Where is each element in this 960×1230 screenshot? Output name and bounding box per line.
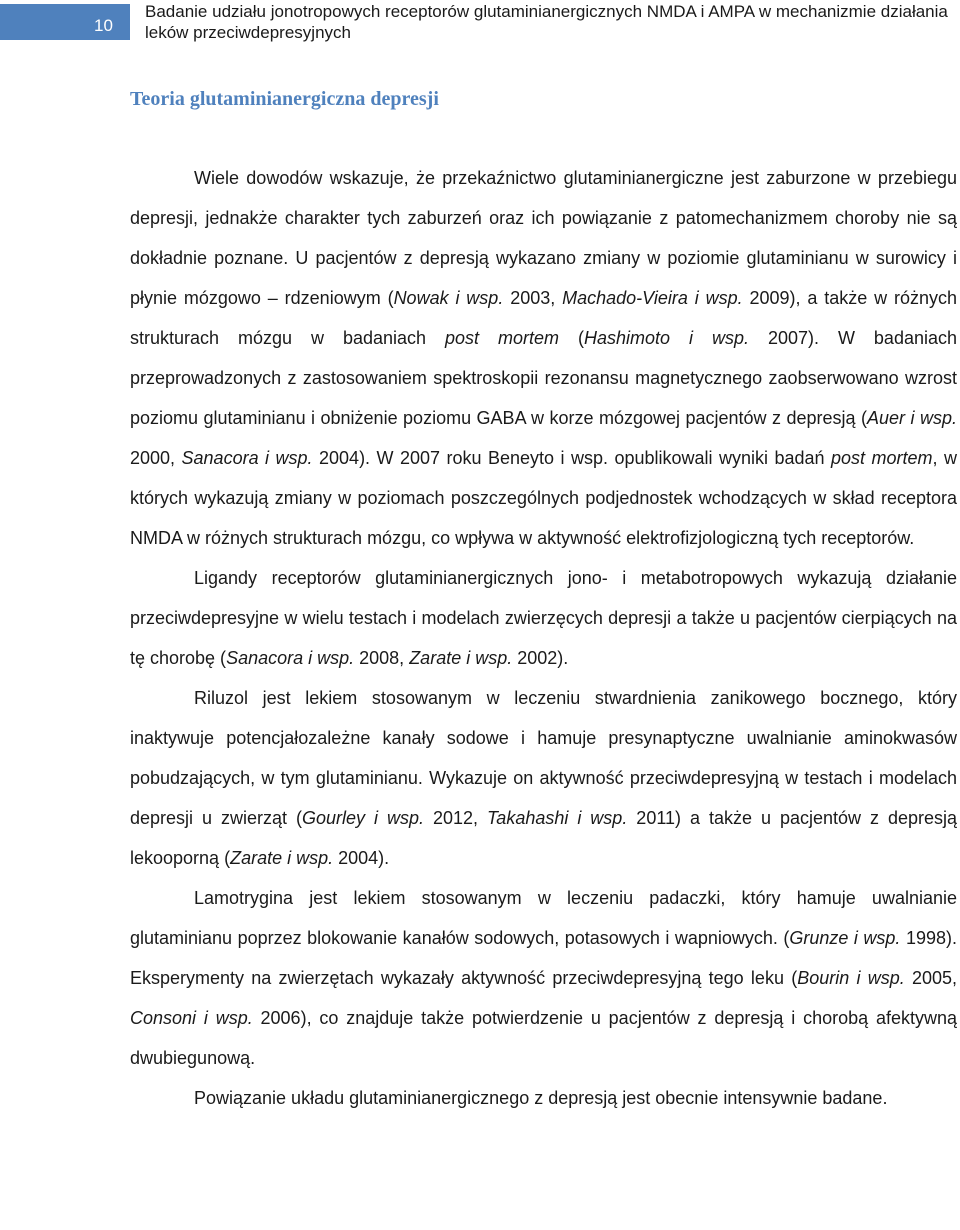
text-run: ( (559, 328, 584, 348)
text-run: 2003, (503, 288, 563, 308)
paragraph (130, 1078, 957, 1118)
section-title: Teoria glutaminianergiczna depresji (130, 88, 439, 110)
paragraph (130, 878, 957, 1078)
text-run: 2004). W 2007 roku Beneyto i wsp. opublikowali wyniki badań (312, 448, 832, 468)
running-header: Badanie udziału jonotropowych receptorów glutaminianergicznych NMDA i AMPA w mechanizmie działania leków przeciwdepresyjnych (145, 2, 948, 42)
text-run: 2009), a także w różnych strukturach mózgu w badaniach (130, 288, 958, 348)
page-number-box (0, 4, 130, 40)
text-run: 2007). W badaniach przeprowadzonych z zastosowaniem spektroskopii rezonansu magnetycznego zaobserwowano wzrost poziomu glutaminianu i obniżenie poziomu GABA w korze mózgowej pacjentów z depresją ( (130, 328, 957, 428)
text-run: 2008, (354, 648, 410, 668)
inline-citation: Zarate i wsp. (409, 648, 513, 668)
page-number: 10 (94, 16, 113, 35)
body-text (130, 158, 957, 1118)
text-run: 2012, (423, 808, 487, 828)
paragraph (130, 558, 957, 678)
inline-citation: Auer i wsp. (867, 408, 957, 428)
inline-citation: Grunze i wsp. (789, 928, 901, 948)
inline-citation: Hashimoto i wsp. (583, 328, 749, 348)
text-run: Lamotrygina jest lekiem stosowanym w leczeniu padaczki, który hamuje uwalnianie glutaminianu poprzez blokowanie kanałów sodowych, potasowych i wapniowych. ( (130, 888, 957, 948)
inline-citation: Sanacora i wsp. (181, 448, 313, 468)
inline-citation: Machado-Vieira i wsp. (562, 288, 743, 308)
text-run: Wiele dowodów wskazuje, że przekaźnictwo glutaminianergiczne jest zaburzone w przebiegu depresji, jednakże charakter tych zaburzeń oraz ich powiązanie z patomechanizmem choroby nie są dokładnie poznane. U pacjentów z depresją wykazano zmiany w poziomie glutaminianu w surowicy i płynie mózgowo – rdzeniowym ( (130, 168, 957, 308)
text-run: Riluzol jest lekiem stosowanym w leczeniu stwardnienia zanikowego bocznego, który inaktywuje potencjałozależne kanały sodowe i hamuje presynaptyczne uwalnianie aminokwasów pobudzających, w tym glutaminianu. Wykazuje on aktywność przeciwdepresyjną w testach i modelach depresji u zwierząt ( (130, 688, 957, 828)
inline-citation: Gourley i wsp. (301, 808, 424, 828)
text-run: 2005, (904, 968, 958, 988)
text-run: , w których wykazują zmiany w poziomach poszczególnych podjednostek wchodzących w skład receptora NMDA w różnych strukturach mózgu, co wpływa w aktywność elektrofizjologiczną tych receptorów. (130, 448, 957, 548)
text-run: 2011) a także u pacjentów z depresją lekooporną ( (130, 808, 957, 868)
paragraph (130, 158, 957, 558)
text-run: Powiązanie układu glutaminianergicznego z depresją jest obecnie intensywnie badane. (194, 1088, 888, 1108)
text-run: 2002). (512, 648, 569, 668)
inline-citation: Consoni i wsp. (130, 1008, 253, 1028)
text-run: 2006), co znajduje także potwierdzenie u pacjentów z depresją i chorobą afektywną dwubiegunową. (130, 1008, 957, 1068)
paragraph (130, 678, 957, 878)
text-run: 1998). Eksperymenty na zwierzętach wykazały aktywność przeciwdepresyjną tego leku ( (130, 928, 957, 988)
inline-citation: post mortem (831, 448, 933, 468)
text-run: 2004). (333, 848, 390, 868)
inline-citation: Nowak i wsp. (393, 288, 504, 308)
inline-citation: Takahashi i wsp. (486, 808, 628, 828)
text-run: Ligandy receptorów glutaminianergicznych jono- i metabotropowych wykazują działanie przeciwdepresyjne w wielu testach i modelach zwierzęcych depresji a także u pacjentów cierpiących na tę chorobę ( (130, 568, 957, 668)
inline-citation: Bourin i wsp. (797, 968, 905, 988)
inline-citation: post mortem (445, 328, 560, 348)
inline-citation: Zarate i wsp. (230, 848, 334, 868)
text-run: 2000, (130, 448, 182, 468)
inline-citation: Sanacora i wsp. (226, 648, 355, 668)
